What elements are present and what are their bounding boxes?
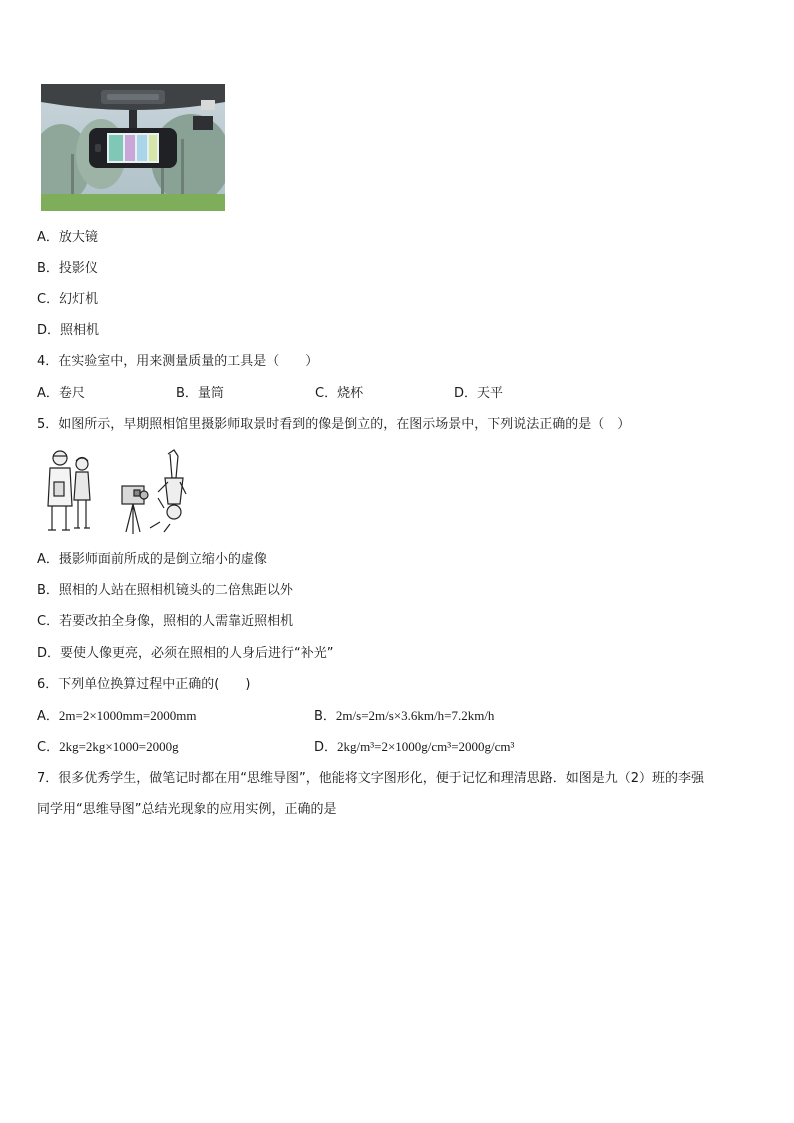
- option-letter: A．: [37, 230, 59, 245]
- man-head: [53, 451, 67, 465]
- option-text: 烧杯: [337, 386, 364, 401]
- option-letter: D．: [454, 386, 478, 401]
- q3-option-c: [37, 291, 98, 309]
- q6-option-d: [314, 738, 514, 757]
- question-number: 4．: [37, 354, 59, 369]
- option-text: 2kg=2kg×1000=2000g: [59, 739, 179, 754]
- question-number: 5．: [37, 417, 59, 432]
- q4-stem: [37, 353, 318, 371]
- q3-option-d: [37, 322, 99, 340]
- option-text: 照相机: [60, 323, 100, 338]
- option-letter: C．: [37, 292, 60, 307]
- option-text: 量筒: [197, 386, 224, 401]
- option-letter: D．: [37, 323, 61, 338]
- q5-option-b: [37, 582, 293, 600]
- option-letter: A．: [37, 709, 59, 724]
- q4-option-c: [315, 385, 363, 403]
- q6-stem: [37, 676, 250, 694]
- q5-stem: [37, 416, 630, 434]
- option-text: 投影仪: [58, 261, 98, 276]
- q5-option-c: [37, 613, 293, 631]
- option-letter: B．: [314, 709, 336, 724]
- question-text: 在实验室中，用来测量质量的工具是（ ）: [58, 354, 319, 369]
- option-text: 摄影师面前所成的是倒立缩小的虚像: [58, 552, 267, 567]
- option-text: 2kg/m³=2×1000g/cm³=2000g/cm³: [337, 739, 515, 754]
- q5-option-a: [37, 551, 267, 569]
- option-letter: B．: [37, 583, 59, 598]
- option-text: 幻灯机: [59, 292, 99, 307]
- option-letter: A．: [37, 552, 59, 567]
- option-text: 放大镜: [58, 230, 98, 245]
- q6-option-a: [37, 707, 196, 726]
- option-letter: C．: [315, 386, 338, 401]
- q3-option-b: [37, 260, 98, 278]
- option-letter: B．: [37, 261, 59, 276]
- q6-option-b: [314, 707, 494, 726]
- q6-option-c: [37, 738, 179, 757]
- option-text: 若要改拍全身像，照相的人需靠近照相机: [59, 614, 294, 629]
- option-letter: D．: [314, 740, 338, 755]
- q7-line-1: [37, 770, 704, 788]
- q5-option-d: [37, 645, 334, 663]
- camera-scene-illustration: [40, 448, 190, 538]
- question-text: 很多优秀学生，做笔记时都在用“思维导图”，他能将文字图形化，便于记忆和理清思路．如图是九（2）班的李强: [58, 771, 705, 786]
- question-text: 如图所示，早期照相馆里摄影师取景时看到的像是倒立的，在图示场景中，下列说法正确的是（ ）: [58, 417, 631, 432]
- option-text: 2m=2×1000mm=2000mm: [58, 708, 197, 723]
- option-text: 2m/s=2m/s×3.6km/h=7.2km/h: [335, 708, 495, 723]
- option-letter: B．: [176, 386, 198, 401]
- option-text: 要使人像更亮，必须在照相的人身后进行“补光”: [60, 646, 334, 661]
- q4-option-d: [454, 385, 503, 403]
- dashcam-mirror-photo: [41, 84, 225, 211]
- option-letter: C．: [37, 740, 60, 755]
- option-text: 卷尺: [58, 386, 85, 401]
- question-text: 下列单位换算过程中正确的( ): [58, 677, 251, 692]
- q4-option-b: [176, 385, 224, 403]
- option-letter: D．: [37, 646, 61, 661]
- option-letter: C．: [37, 614, 60, 629]
- question-text: 同学用“思维导图”总结光现象的应用实例，正确的是: [37, 802, 337, 817]
- question-number: 6．: [37, 677, 59, 692]
- q3-option-a: [37, 229, 98, 247]
- option-letter: A．: [37, 386, 59, 401]
- q4-option-a: [37, 385, 85, 403]
- option-text: 照相的人站在照相机镜头的二倍焦距以外: [58, 583, 293, 598]
- question-number: 7．: [37, 771, 59, 786]
- q7-line-2: [37, 801, 336, 819]
- option-text: 天平: [477, 386, 504, 401]
